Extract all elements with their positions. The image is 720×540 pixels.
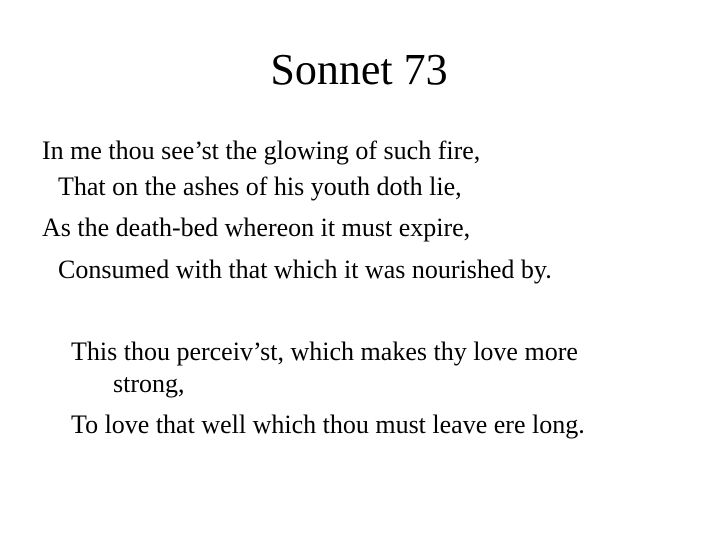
poem-line-1: In me thou see’st the glowing of such fire, (42, 136, 481, 165)
slide-title-text: Sonnet 73 (270, 45, 448, 94)
couplet-line-2: To love that well which thou must leave ere long. (71, 410, 585, 439)
poem-line-3: As the death-bed whereon it must expire, (42, 213, 471, 242)
poem-line-2: That on the ashes of his youth doth lie, (58, 172, 462, 201)
couplet-line-1: This thou perceiv’st, which makes thy love more (71, 337, 578, 366)
poem-line-4: Consumed with that which it was nourished by. (58, 255, 552, 284)
couplet-line-1-continuation: strong, (113, 369, 185, 398)
slide-title (0, 44, 720, 96)
